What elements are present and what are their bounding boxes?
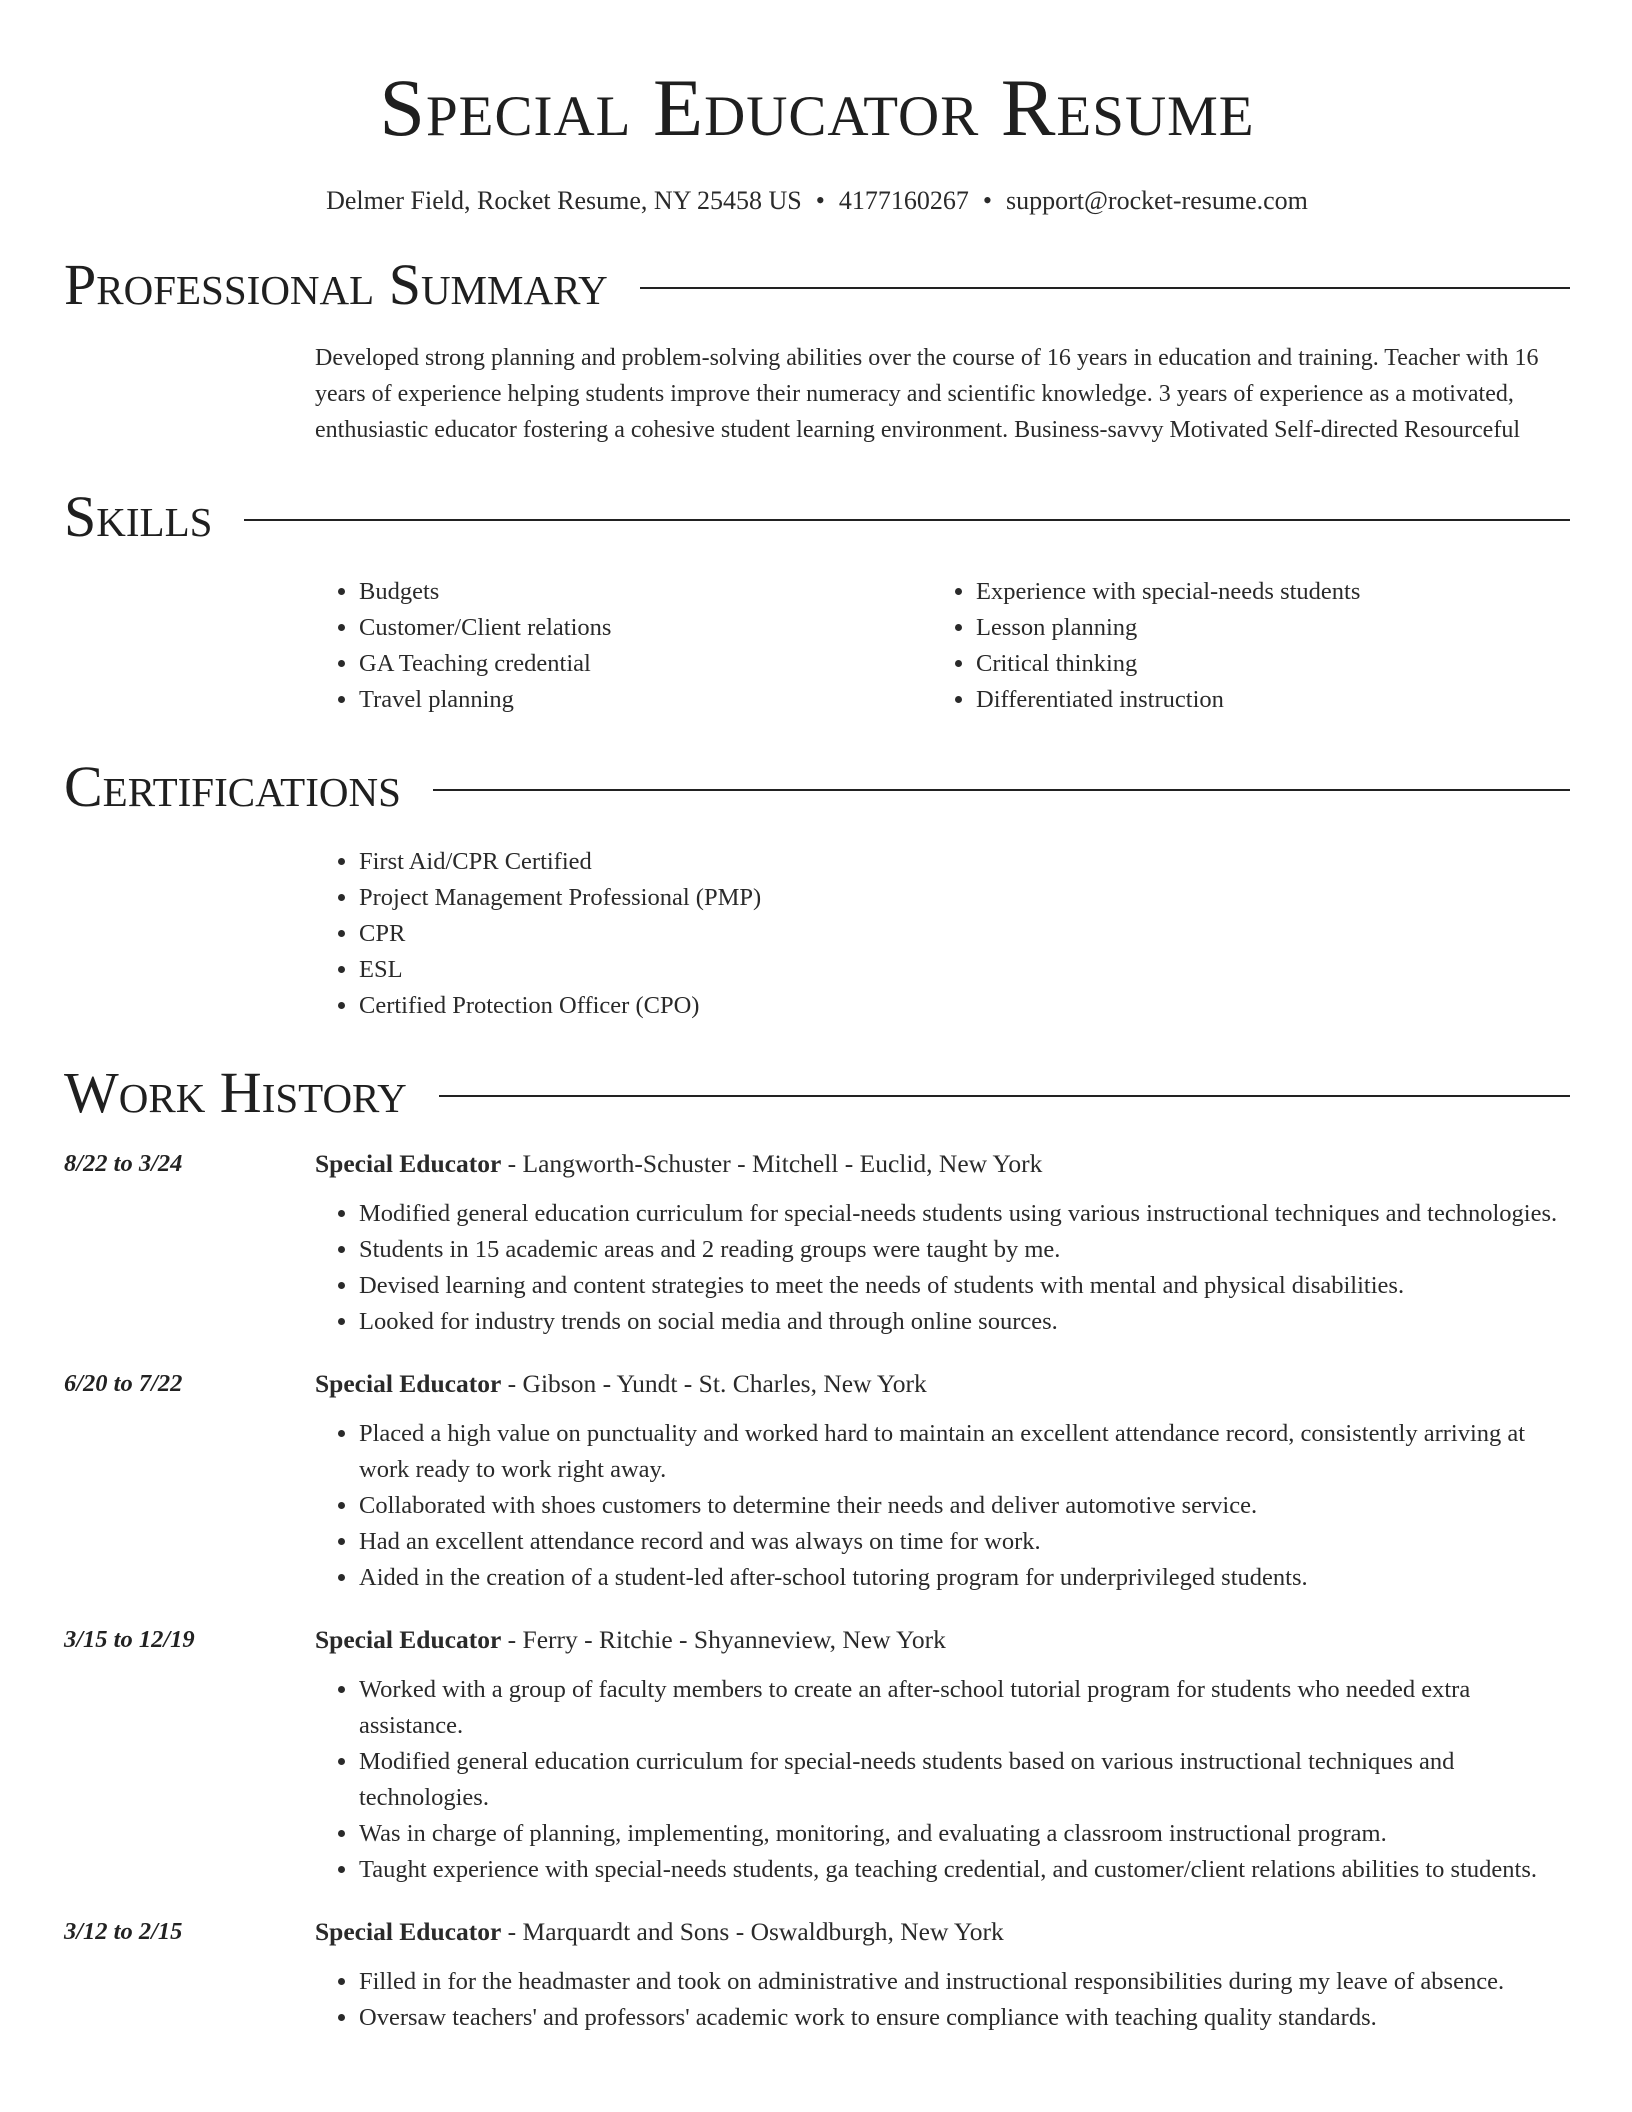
job-bullet: • Students in 15 academic areas and 2 reading groups were taught by me. <box>359 1232 1570 1268</box>
skills-column-left <box>315 574 932 718</box>
job-dates: 6/20 to 7/22 <box>64 1370 183 1397</box>
certification-item: • First Aid/CPR Certified <box>359 844 1570 880</box>
contact-separator: • <box>815 186 825 215</box>
job-bullet: • Had an excellent attendance record and was always on time for work. <box>359 1524 1570 1560</box>
job-bullet: • Worked with a group of faculty members to create an after-school tutorial program for students who needed extra assistance. <box>359 1672 1570 1744</box>
skills-column-right <box>932 574 1549 718</box>
job-entry <box>64 1914 1570 2036</box>
job-heading <box>315 1914 1570 1950</box>
job-bullet: • Modified general education curriculum for special-needs students using various instructional techniques and technologies. <box>359 1196 1570 1232</box>
job-entry <box>64 1146 1570 1340</box>
summary-text: Developed strong planning and problem-solving abilities over the course of 16 years in education and training. Teacher with 16 years of experience helping students improve their numeracy and scientific knowledge. 3 years of experience as a motivated, enthusiastic educator fostering a cohesive student learning environment. Business-savvy Motivated Self-directed Resourceful <box>315 345 1539 443</box>
certification-item: • Certified Protection Officer (CPO) <box>359 988 1570 1024</box>
job-body <box>315 1146 1570 1340</box>
skill-item: • Critical thinking <box>976 646 1549 682</box>
job-dates: 3/12 to 2/15 <box>64 1918 183 1945</box>
job-employer-location: - Langworth-Schuster - Mitchell - Euclid, New York <box>501 1149 1043 1178</box>
section-divider <box>640 287 1570 289</box>
job-bullet: • Devised learning and content strategies to meet the needs of students with mental and physical disabilities. <box>359 1268 1570 1304</box>
summary-section-header <box>64 250 1570 320</box>
job-employer-location: - Ferry - Ritchie - Shyanneview, New York <box>501 1625 946 1654</box>
certifications-heading: Certifications <box>64 754 401 819</box>
resume-title: Special Educator Resume <box>379 62 1255 153</box>
job-title: Special Educator <box>315 1149 502 1178</box>
job-employer-location: - Marquardt and Sons - Oswaldburgh, New York <box>501 1917 1004 1946</box>
section-divider <box>439 1095 1570 1097</box>
skill-item: • Experience with special-needs students <box>976 574 1549 610</box>
contact-email: support@rocket-resume.com <box>1005 186 1308 215</box>
job-dates: 3/15 to 12/19 <box>64 1626 195 1653</box>
skill-item: • Customer/Client relations <box>359 610 932 646</box>
job-title: Special Educator <box>315 1917 502 1946</box>
skill-item: • Travel planning <box>359 682 932 718</box>
job-dates: 8/22 to 3/24 <box>64 1150 183 1177</box>
job-heading <box>315 1146 1570 1182</box>
job-bullet: • Aided in the creation of a student-led after-school tutoring program for underprivileged students. <box>359 1560 1570 1596</box>
job-bullet: • Modified general education curriculum for special-needs students based on various instructional techniques and technologies. <box>359 1744 1570 1816</box>
contact-phone: 4177160267 <box>838 186 969 215</box>
job-bullet: • Was in charge of planning, implementing, monitoring, and evaluating a classroom instructional program. <box>359 1816 1570 1852</box>
resume-page <box>64 0 1570 2036</box>
job-heading <box>315 1366 1570 1402</box>
job-heading <box>315 1622 1570 1658</box>
certification-item: • Project Management Professional (PMP) <box>359 880 1570 916</box>
job-responsibilities <box>315 1416 1570 1596</box>
contact-address: Delmer Field, Rocket Resume, NY 25458 US <box>326 186 802 215</box>
section-divider <box>433 789 1570 791</box>
section-divider <box>244 519 1570 521</box>
certifications-list <box>315 844 1570 1024</box>
job-title: Special Educator <box>315 1625 502 1654</box>
job-body <box>315 1914 1570 2036</box>
summary-heading: Professional Summary <box>64 252 608 317</box>
job-bullet: • Collaborated with shoes customers to determine their needs and deliver automotive service. <box>359 1488 1570 1524</box>
job-bullet: • Oversaw teachers' and professors' academic work to ensure compliance with teaching quality standards. <box>359 2000 1570 2036</box>
contact-separator: • <box>982 186 992 215</box>
skill-item: • Differentiated instruction <box>976 682 1549 718</box>
job-employer-location: - Gibson - Yundt - St. Charles, New York <box>501 1369 927 1398</box>
job-bullet: • Looked for industry trends on social media and through online sources. <box>359 1304 1570 1340</box>
job-bullet: • Placed a high value on punctuality and worked hard to maintain an excellent attendance record, consistently arriving at work ready to work right away. <box>359 1416 1570 1488</box>
certifications-section-header <box>64 752 1570 822</box>
job-responsibilities <box>315 1196 1570 1340</box>
work-section-header <box>64 1058 1570 1128</box>
job-body <box>315 1622 1570 1888</box>
job-responsibilities <box>315 1672 1570 1888</box>
job-title: Special Educator <box>315 1369 502 1398</box>
skill-item: • Lesson planning <box>976 610 1549 646</box>
skill-item: • Budgets <box>359 574 932 610</box>
job-bullet: • Taught experience with special-needs students, ga teaching credential, and customer/client relations abilities to students. <box>359 1852 1570 1888</box>
certification-item: • CPR <box>359 916 1570 952</box>
job-entry <box>64 1622 1570 1888</box>
skills-heading: Skills <box>64 484 213 549</box>
certification-item: • ESL <box>359 952 1570 988</box>
job-bullet: • Filled in for the headmaster and took on administrative and instructional responsibilities during my leave of absence. <box>359 1964 1570 2000</box>
job-body <box>315 1366 1570 1596</box>
contact-line <box>64 186 1570 216</box>
skills-list <box>315 574 1570 718</box>
work-history-list <box>64 1146 1570 2036</box>
job-entry <box>64 1366 1570 1596</box>
skills-section-header <box>64 482 1570 552</box>
job-responsibilities <box>315 1964 1570 2036</box>
skill-item: • GA Teaching credential <box>359 646 932 682</box>
work-heading: Work History <box>64 1060 407 1125</box>
